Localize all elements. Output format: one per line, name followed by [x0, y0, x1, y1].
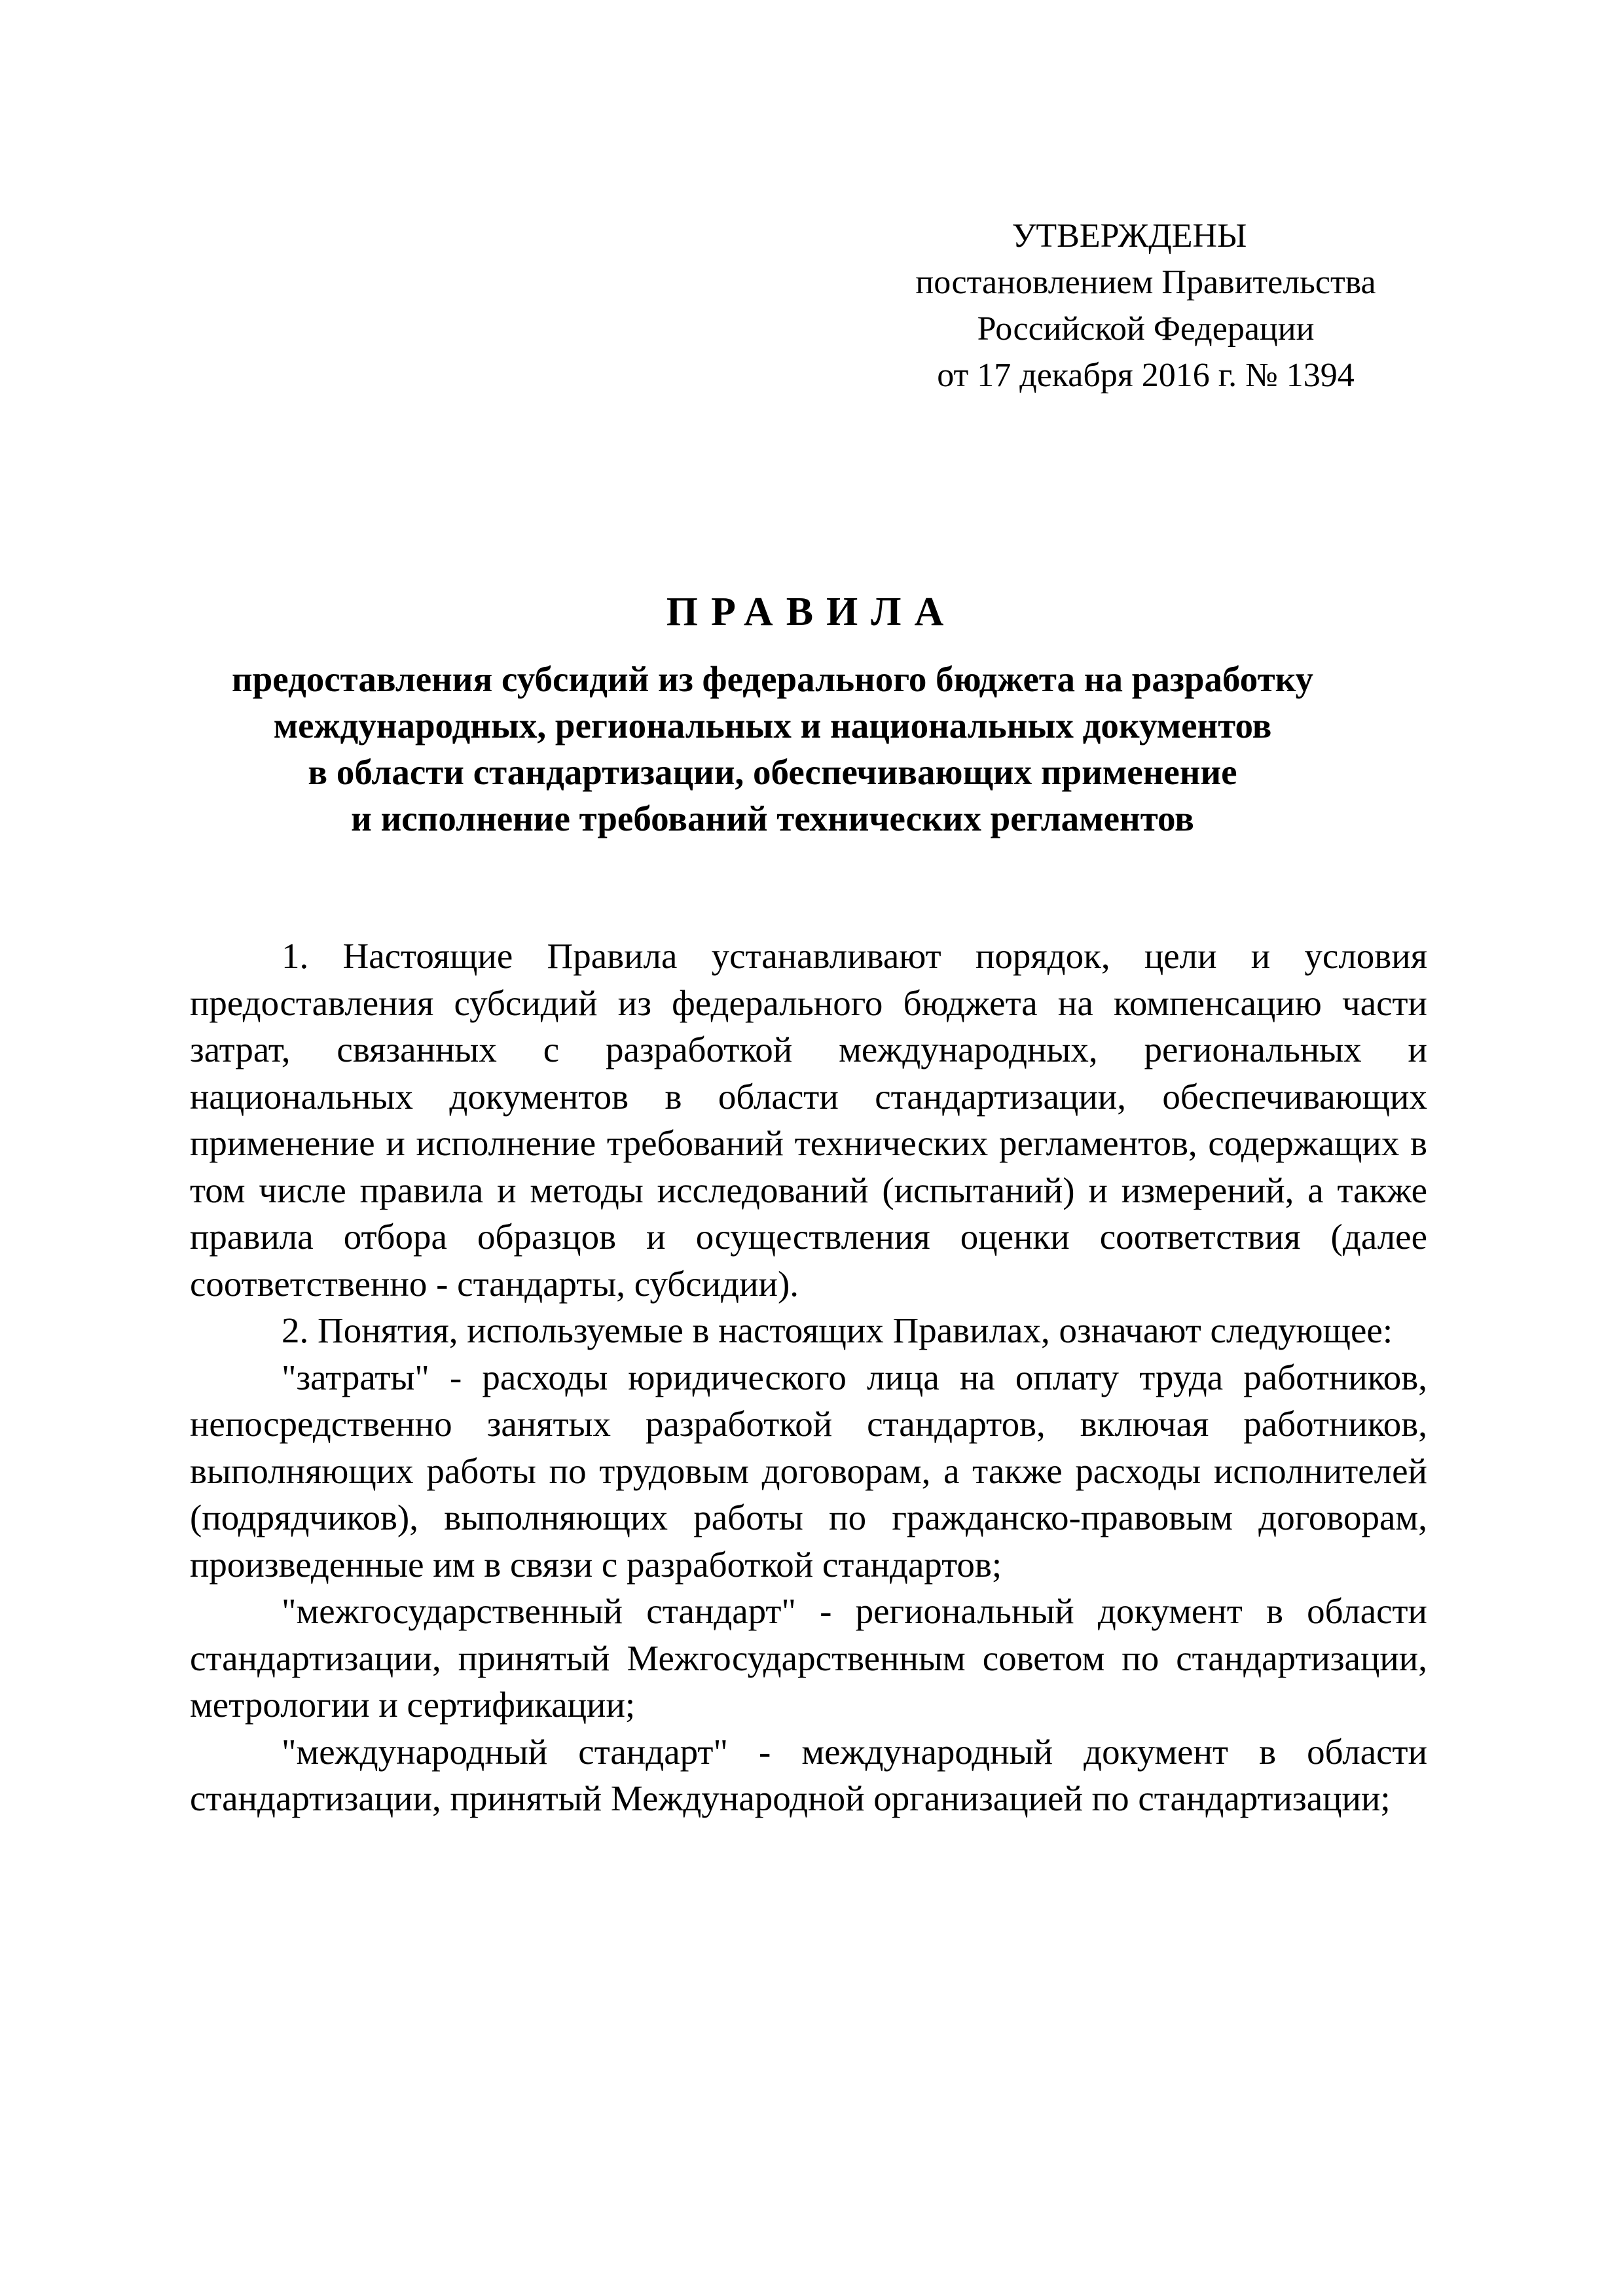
approval-title: УТВЕРЖДЕНЫ: [1012, 217, 1247, 255]
approval-block: [851, 213, 1440, 399]
approval-line: Российской Федерации: [977, 310, 1315, 348]
definition-international-standard: "международный стандарт" - международный документ в области стандартизации, принятый Международной организацией по стандартизации;: [190, 1731, 1427, 1818]
subtitle-line: и исполнение требований технических регламентов: [351, 798, 1194, 838]
paragraph-2: 2. Понятия, используемые в настоящих Правилах, означают следующее:: [282, 1310, 1393, 1350]
definition-interstate-standard: "межгосударственный стандарт" - региональный документ в области стандартизации, принятый Межгосударственным советом по стандартизации, метрологии и сертификации;: [190, 1591, 1427, 1725]
subtitle-line: международных, региональных и национальных документов: [273, 706, 1272, 745]
document-body: [190, 933, 1427, 1822]
subtitle-line: в области стандартизации, обеспечивающих применение: [308, 752, 1237, 792]
paragraph-1: 1. Настоящие Правила устанавливают порядок, цели и условия предоставления субсидий из федерального бюджета на компенсацию части затрат, связанных с разработкой международных, региональных и национальных документов в области стандартизации, обеспечивающих применение и исполнение требований технических регламентов, содержащих в том числе правила и методы исследований (испытаний) и измерений, а также правила отбора образцов и осуществления оценки соответствия (далее соответственно - стандарты, субсидии).: [190, 936, 1427, 1304]
approval-line: постановлением Правительства: [915, 264, 1376, 301]
definition-costs: "затраты" - расходы юридического лица на оплату труда работников, непосредственно занятых разработкой стандартов, включая работников, выполняющих работы по трудовым договорам, а также расходы исполнителей (подрядчиков), выполняющих работы по гражданско-правовым договорам, произведенные им в связи с разработкой стандартов;: [190, 1357, 1427, 1585]
subtitle-line: предоставления субсидий из федерального бюджета на разработку: [231, 659, 1313, 699]
document-title: ПРАВИЛА: [666, 590, 957, 634]
document-subtitle: [157, 656, 1388, 842]
approval-date-number: от 17 декабря 2016 г. № 1394: [937, 357, 1355, 394]
